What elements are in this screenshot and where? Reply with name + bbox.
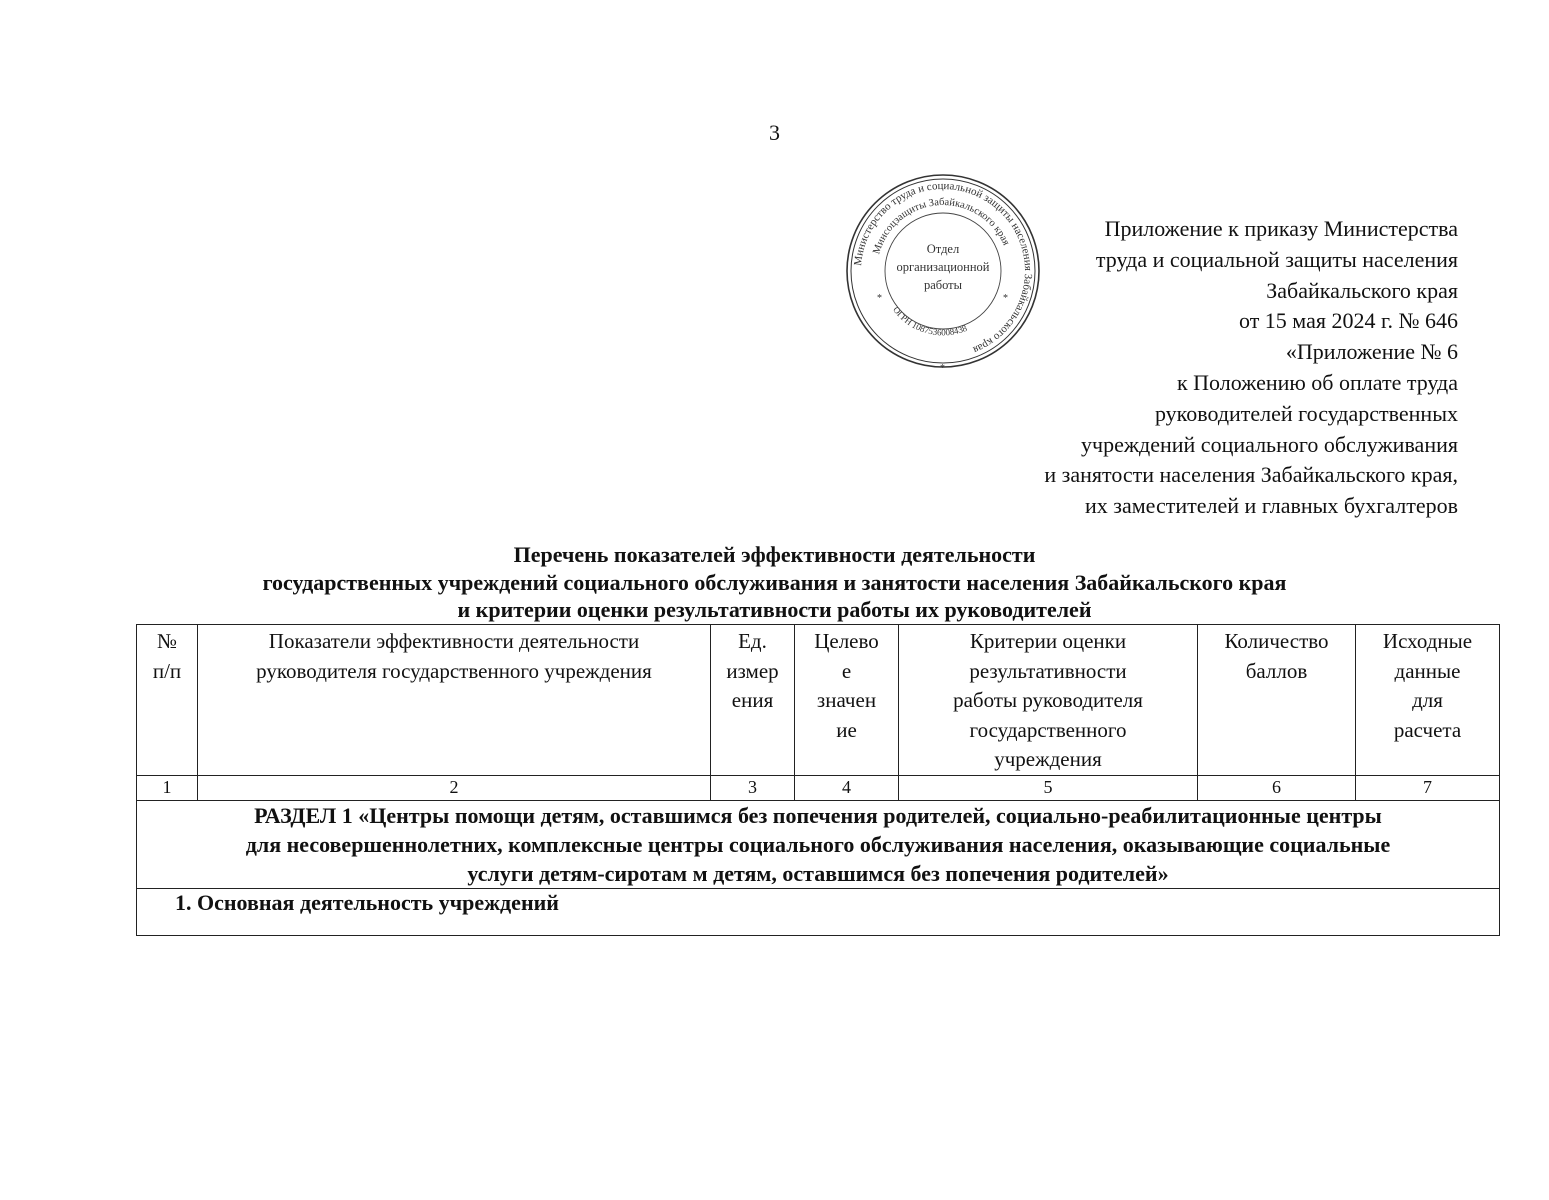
- annex-line: учреждений социального обслуживания: [1081, 431, 1458, 457]
- header-cell-points: Количество баллов: [1198, 625, 1356, 776]
- column-number: 3: [711, 775, 795, 800]
- svg-text:*: *: [940, 363, 945, 371]
- svg-text:ОГРН 1087536008438: ОГРН 1087536008438: [891, 304, 969, 338]
- column-number: 5: [899, 775, 1198, 800]
- header-cell-unit: Ед. измер ения: [711, 625, 795, 776]
- annex-line: труда и социальной защиты населения: [1095, 246, 1458, 272]
- header-cell-source-data: Исходные данные для расчета: [1356, 625, 1500, 776]
- svg-text:*: *: [877, 293, 882, 304]
- section-row: [137, 800, 1500, 888]
- title-line: Перечень показателей эффективности деятельности: [513, 542, 1036, 567]
- header-cell-number: № п/п: [137, 625, 198, 776]
- svg-text:Министерство труда и социально: Министерство труда и социальной защиты населения Забайкальского края: [852, 179, 1035, 356]
- annex-line: руководителей государственных: [1154, 400, 1458, 426]
- title-line: и критерии оценки результативности работы их руководителей: [457, 597, 1092, 622]
- annex-line: от 15 мая 2024 г. № 646: [1238, 308, 1458, 334]
- annex-line: к Положению об оплате труда: [1176, 369, 1458, 395]
- annex-line: Забайкальского края: [1266, 277, 1458, 303]
- official-stamp: [843, 171, 1043, 371]
- column-number: 1: [137, 775, 198, 800]
- annex-line: Приложение к приказу Министерства: [1104, 216, 1458, 241]
- svg-text:Отдел: Отдел: [926, 242, 960, 256]
- annex-line: их заместителей и главных бухгалтеров: [1085, 493, 1458, 519]
- document-title: [0, 541, 1549, 624]
- column-number: 2: [198, 775, 711, 800]
- svg-text:Минсоцзащиты Забайкальского кр: Минсоцзащиты Забайкальского края: [871, 196, 1012, 256]
- indicators-table: [136, 624, 1500, 936]
- annex-header: [1044, 214, 1458, 522]
- subsection-row: [137, 888, 1500, 935]
- annex-line: и занятости населения Забайкальского края,: [1044, 462, 1458, 488]
- page-number: 3: [769, 120, 780, 145]
- subsection-heading: 1. Основная деятельность учреждений: [137, 888, 1500, 935]
- table-header-row: [137, 625, 1500, 776]
- column-number: 4: [795, 775, 899, 800]
- header-cell-indicators: Показатели эффективности деятельности руководителя государственного учреждения: [198, 625, 711, 776]
- svg-text:*: *: [1003, 293, 1008, 304]
- annex-line: «Приложение № 6: [1285, 339, 1458, 365]
- svg-text:организационной: организационной: [896, 260, 990, 274]
- header-cell-target-value: Целево е значен ие: [795, 625, 899, 776]
- header-cell-criteria: Критерии оценки результативности работы руководителя государственного учреждения: [899, 625, 1198, 776]
- section-heading: РАЗДЕЛ 1 «Центры помощи детям, оставшимся без попечения родителей, социально-реабилитационные центры для несовершеннолетних, комплексные центры социального обслуживания населения, оказывающие социальные услуги детям-сиротам м детям, оставшимся без попечения родителей»: [137, 800, 1500, 888]
- column-numbers-row: [137, 775, 1500, 800]
- column-number: 7: [1356, 775, 1500, 800]
- svg-text:работы: работы: [923, 278, 963, 292]
- column-number: 6: [1198, 775, 1356, 800]
- title-line: государственных учреждений социального обслуживания и занятости населения Забайкальского края: [262, 569, 1287, 595]
- stamp-seal-icon: [843, 171, 1043, 371]
